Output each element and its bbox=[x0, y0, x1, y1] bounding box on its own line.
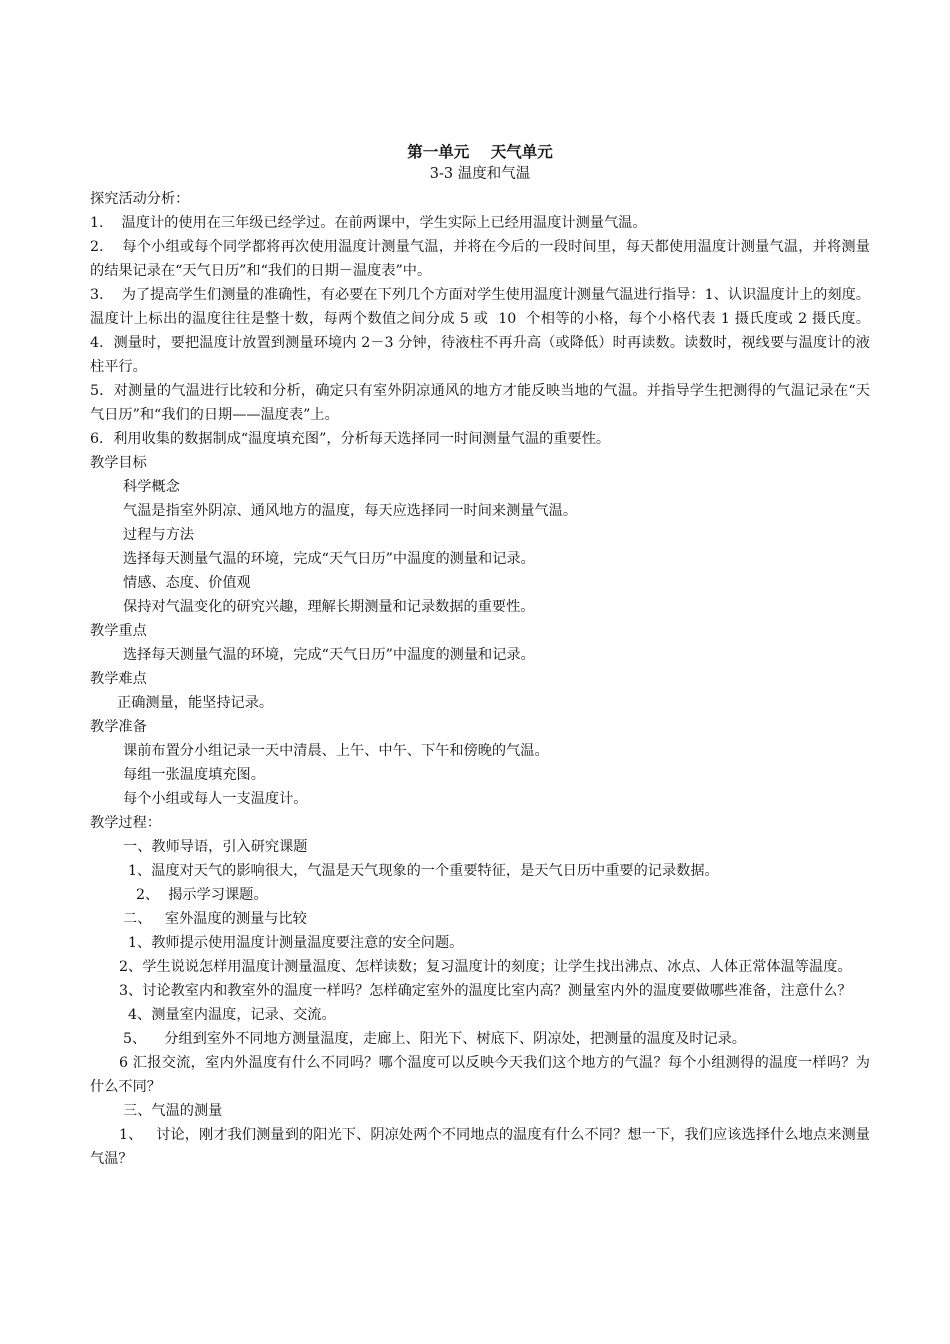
analysis-item: 1. 温度计的使用在三年级已经学过。在前两课中，学生实际上已经用温度计测量气温。 bbox=[90, 215, 647, 231]
document-subtitle: 3-3 温度和气温 bbox=[429, 166, 531, 182]
section2-item: 1、教师提示使用温度计测量温度要注意的安全问题。 bbox=[128, 935, 464, 951]
difficulty-heading: 教学难点 bbox=[90, 671, 147, 687]
analysis-heading: 探究活动分析： bbox=[90, 191, 190, 207]
concept-label: 科学概念 bbox=[123, 479, 180, 495]
section2-item: 4、测量室内温度，记录、交流。 bbox=[128, 1007, 336, 1023]
document-page bbox=[90, 141, 870, 1171]
section2-item: 3、讨论教室内和教室外的温度一样吗？怎样确定室外的温度比室内高？测量室内外的温度要做哪些准备，注意什么？ bbox=[119, 983, 852, 999]
concept-text: 气温是指室外阴凉、通风地方的温度，每天应选择同一时间来测量气温。 bbox=[123, 503, 578, 519]
process-heading: 教学过程： bbox=[90, 815, 161, 831]
preparation-item: 每个小组或每人一支温度计。 bbox=[123, 791, 308, 807]
section1-item: 2、 揭示学习课题。 bbox=[136, 887, 268, 903]
section2-item: 5、 分组到室外不同地方测量温度，走廊上、阳光下、树底下、阴凉处，把测量的温度及时记录。 bbox=[123, 1031, 746, 1047]
process-text: 选择每天测量气温的环境，完成“天气日历”中温度的测量和记录。 bbox=[123, 551, 535, 567]
process-label: 过程与方法 bbox=[123, 527, 194, 543]
analysis-item: 6．利用收集的数据制成“温度填充图”，分析每天选择同一时间测量气温的重要性。 bbox=[90, 431, 611, 447]
section2-title: 二、 室外温度的测量与比较 bbox=[123, 911, 307, 927]
attitude-label: 情感、态度、价值观 bbox=[123, 575, 251, 591]
section2-item: 2、学生说说怎样用温度计测量温度、怎样读数；复习温度计的刻度；让学生找出沸点、冰点、人体正常体温等温度。 bbox=[119, 959, 852, 975]
analysis-item: 3. 为了提高学生们测量的准确性，有必要在下列几个方面对学生使用温度计测量气温进行指导：1、认识温度计上的刻度。温度计上标出的温度往往是整十数，每两个数值之间分成 5 或 10 个相等的小格，每个小格代表 1 摄氏度或 2 摄氏度。4．测量时，要把温度计放置到测量环境内 2－3 分钟，待液柱不再升高（或降低）时再读数。读数时，视线要与温度计的液柱平行。 bbox=[90, 287, 870, 375]
difficulty-text: 正确测量，能坚持记录。 bbox=[117, 695, 274, 711]
preparation-item: 每组一张温度填充图。 bbox=[123, 767, 265, 783]
preparation-heading: 教学准备 bbox=[90, 719, 147, 735]
preparation-item: 课前布置分小组记录一天中清晨、上午、中午、下午和傍晚的气温。 bbox=[123, 743, 549, 759]
attitude-text: 保持对气温变化的研究兴趣，理解长期测量和记录数据的重要性。 bbox=[123, 599, 535, 615]
section3-title: 三、气温的测量 bbox=[123, 1103, 223, 1119]
analysis-item: 5．对测量的气温进行比较和分析，确定只有室外阴凉通风的地方才能反映当地的气温。并指导学生把测得的气温记录在“天气日历”和“我们的日期——温度表”上。 bbox=[90, 383, 870, 423]
section1-item: 1、温度对天气的影响很大，气温是天气现象的一个重要特征，是天气日历中重要的记录数据。 bbox=[128, 863, 719, 879]
section3-item: 1、 讨论，刚才我们测量到的阳光下、阴凉处两个不同地点的温度有什么不同？想一下，我们应该选择什么地点来测量气温？ bbox=[90, 1127, 870, 1167]
key-point-heading: 教学重点 bbox=[90, 623, 147, 639]
section2-item: 6 汇报交流，室内外温度有什么不同吗？哪个温度可以反映今天我们这个地方的气温？每个小组测得的温度一样吗？为什么不同？ bbox=[90, 1055, 870, 1095]
section1-title: 一、教师导语，引入研究课题 bbox=[123, 839, 308, 855]
goals-heading: 教学目标 bbox=[90, 455, 147, 471]
key-point-text: 选择每天测量气温的环境，完成“天气日历”中温度的测量和记录。 bbox=[123, 647, 535, 663]
document-title: 第一单元 天气单元 bbox=[407, 142, 553, 161]
analysis-item: 2. 每个小组或每个同学都将再次使用温度计测量气温，并将在今后的一段时间里，每天都使用温度计测量气温，并将测量的结果记录在“天气日历”和“我们的日期－温度表”中。 bbox=[90, 239, 870, 279]
